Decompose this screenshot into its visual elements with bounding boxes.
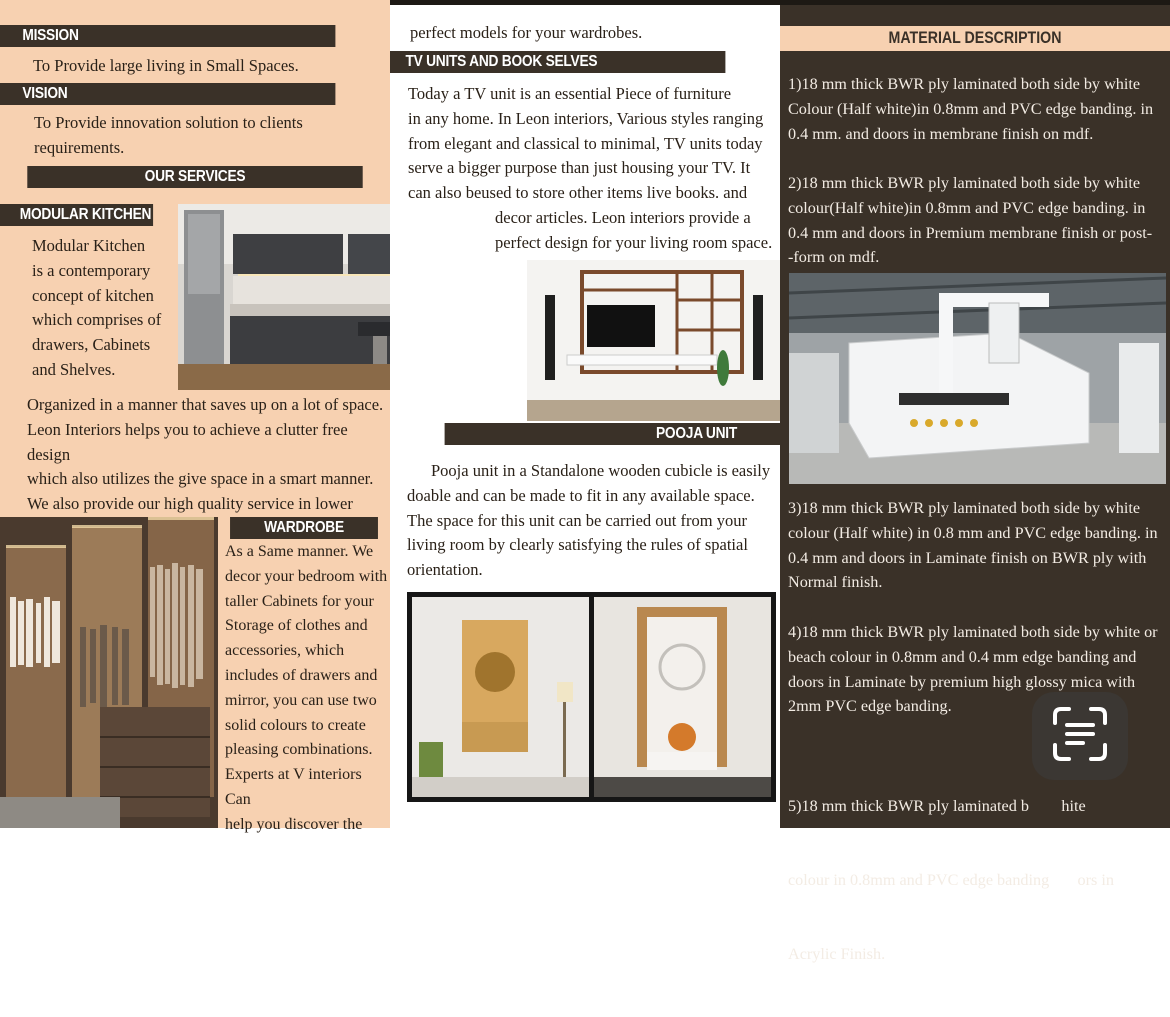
material-line: 3)18 mm thick BWR ply laminated both side by white (788, 499, 1141, 517)
pooja-line: orientation. (407, 560, 483, 580)
tv-text (408, 82, 763, 206)
pooja-heading-bar (445, 423, 780, 445)
material-line: -form on mdf. (788, 248, 880, 267)
middle-panel (390, 5, 780, 828)
wardrobe-heading-bar (230, 517, 378, 539)
wardrobe-heading: WARDROBE (264, 519, 344, 536)
kitchen-line: is a contemporary (32, 260, 151, 280)
tv-line: Today a TV unit is an essential Piece of furniture (408, 84, 732, 103)
material-line: 4)18 mm thick BWR ply laminated both side by white or (788, 623, 1158, 641)
wardrobe-line: decor your bedroom with (225, 567, 388, 585)
wardrobe-line: accessories, which (225, 642, 345, 660)
material-para-1 (788, 72, 1153, 146)
material-line: Colour (Half white)in 0.8mm and PVC edge banding. in (788, 99, 1154, 118)
kitchen-text (32, 234, 161, 383)
wardrobe-continued-text: perfect models for your wardrobes. (410, 23, 643, 42)
material-line: Normal finish. (788, 573, 883, 592)
mission-text: To Provide large living in Small Spaces. (33, 56, 299, 75)
material-para-3 (788, 496, 1158, 595)
pooja-text (407, 459, 770, 583)
kitchen-heading-bar (0, 204, 153, 226)
material-line: beach colour in 0.8mm and 0.4 mm edge banding and (788, 647, 1137, 666)
tv-line: decor articles. Leon interiors provide a (495, 208, 751, 227)
material-line: colour (Half white) in 0.8 mm and PVC edge banding. in (788, 523, 1158, 542)
pooja-line: Pooja unit in a Standalone wooden cubicle is easily (431, 461, 771, 480)
pooja-line: doable and can be made to fit in any available space. (407, 485, 755, 505)
organized-line: Leon Interiors helps you to achieve a clutter free design (27, 419, 348, 464)
text-scan-icon (1051, 705, 1109, 768)
material-line: Acrylic Finish. (788, 945, 886, 964)
material-line: 5)18 mm thick BWR ply laminated b hite (788, 796, 1086, 815)
text-scan-button[interactable] (1032, 692, 1128, 780)
pooja-photos (407, 592, 776, 802)
services-heading-bar (27, 166, 362, 188)
cnc-machine-photo (789, 273, 1166, 484)
material-heading: MATERIAL DESCRIPTION (888, 29, 1062, 47)
tv-line: from elegant and classical to minimal, TV units today (408, 133, 763, 153)
material-line: 0.4 mm and doors in Laminate finish on BWR ply with (788, 548, 1147, 567)
organized-line: Organized in a manner that saves up on a lot of space. (27, 395, 384, 414)
kitchen-line: drawers, Cabinets (32, 335, 151, 355)
tv-heading: TV UNITS AND BOOK SELVES (405, 53, 598, 70)
mission-heading-bar (0, 25, 335, 47)
wardrobe-line: includes of drawers and (225, 666, 378, 684)
pooja-heading: POOJA UNIT (655, 425, 737, 442)
tv-line: can also beused to store other items live books. and (408, 183, 748, 203)
material-line: 1)18 mm thick BWR ply laminated both side by white (788, 75, 1141, 93)
tv-line: in any home. In Leon interiors, Various styles ranging (408, 108, 764, 128)
material-line: colour in 0.8mm and PVC edge banding ors in (788, 870, 1114, 889)
vision-text (34, 111, 303, 161)
wardrobe-line: mirror, you can use two (225, 691, 377, 709)
material-line: 2mm PVC edge banding. (788, 697, 952, 716)
wardrobe-line: solid colours to create (225, 716, 366, 734)
material-line: 0.4 mm. and doors in membrane finish on mdf. (788, 124, 1094, 143)
vision-line: To Provide innovation solution to clients (34, 113, 303, 132)
left-panel (0, 0, 390, 833)
kitchen-line: Modular Kitchen (32, 236, 146, 255)
material-heading-bar (780, 26, 1170, 51)
material-line: doors in Laminate by premium high glossy mica with (788, 672, 1136, 691)
mission-heading: MISSION (22, 27, 79, 44)
material-line: 0.4 mm and doors in Premium membrane finish or post- (788, 223, 1153, 242)
pooja-line: The space for this unit can be carried out from your (407, 510, 747, 530)
tv-line: serve a bigger purpose than just housing your TV. It (408, 158, 751, 178)
wardrobe-photo (0, 517, 218, 828)
wardrobe-text (225, 540, 390, 838)
wardrobe-line: help you discover the (225, 815, 363, 833)
vision-line: requirements. (34, 137, 125, 157)
kitchen-line: concept of kitchen (32, 285, 154, 305)
kitchen-heading: MODULAR KITCHEN (19, 206, 152, 223)
kitchen-line: which comprises of (32, 310, 162, 330)
vision-heading-bar (0, 83, 335, 105)
tv-line: perfect design for your living room space. (495, 232, 773, 252)
wardrobe-line: pleasing combinations. (225, 741, 373, 759)
organized-line: which also utilizes the give space in a smart manner. (27, 469, 374, 489)
wardrobe-line: Storage of clothes and (225, 617, 368, 635)
organized-line: We also provide our high quality service in lower (27, 494, 353, 514)
tv-unit-photo (527, 260, 780, 421)
material-para-2 (788, 171, 1152, 270)
material-line: colour(Half white)in 0.8mm and PVC edge banding. in (788, 198, 1146, 217)
tv-heading-bar (390, 51, 725, 73)
material-para-5 (788, 744, 1114, 1017)
tv-text-indented (495, 206, 772, 256)
wardrobe-line: Experts at V interiors Can (225, 766, 362, 808)
services-heading: OUR SERVICES (144, 168, 246, 185)
wardrobe-line: taller Cabinets for your (225, 592, 374, 610)
kitchen-line: and Shelves. (32, 359, 116, 379)
material-line: 2)18 mm thick BWR ply laminated both side by white (788, 174, 1141, 192)
vision-heading: VISION (22, 85, 68, 102)
pooja-line: living room by clearly satisfying the rules of spatial (407, 535, 748, 555)
wardrobe-line: As a Same manner. We (225, 543, 374, 560)
